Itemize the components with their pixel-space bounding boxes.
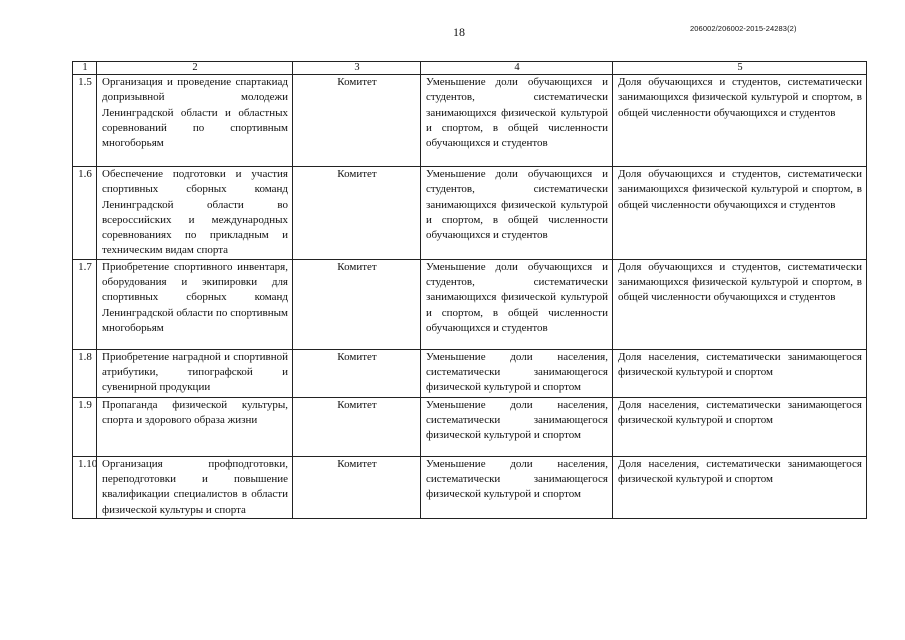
page-number: 18	[453, 25, 465, 39]
table-row	[73, 75, 867, 167]
column-header: 3	[293, 62, 421, 75]
column-header: 1	[73, 62, 97, 75]
row-number: 1.6	[73, 167, 97, 260]
responsible-executor: Комитет	[293, 397, 421, 456]
responsible-executor: Комитет	[293, 167, 421, 260]
responsible-executor: Комитет	[293, 259, 421, 349]
responsible-executor: Комитет	[293, 456, 421, 518]
measure-name: Пропаганда физической культуры, спорта и здорового образа жизни	[97, 397, 293, 456]
indicator-text: Доля населения, систематически занимающегося физической культурой и спортом	[613, 456, 867, 518]
indicator-text: Доля обучающихся и студентов, систематически занимающихся физической культурой и спортом, в общей численности обучающихся и студентов	[613, 167, 867, 260]
row-number: 1.5	[73, 75, 97, 167]
consequence-text: Уменьшение доли населения, систематически занимающегося физической культурой и спортом	[421, 349, 613, 397]
table-row	[73, 456, 867, 518]
column-header: 4	[421, 62, 613, 75]
measures-table	[72, 61, 867, 519]
row-number: 1.7	[73, 259, 97, 349]
measure-name: Приобретение наградной и спортивной атрибутики, типографской и сувенирной продукции	[97, 349, 293, 397]
measure-name: Приобретение спортивного инвентаря, оборудования и экипировки для спортивных сборных команд Ленинградской области по спортивным многоборьям	[97, 259, 293, 349]
indicator-text: Доля обучающихся и студентов, систематически занимающихся физической культурой и спортом, в общей численности обучающихся и студентов	[613, 259, 867, 349]
column-header: 2	[97, 62, 293, 75]
row-number: 1.9	[73, 397, 97, 456]
table-row	[73, 349, 867, 397]
indicator-text: Доля населения, систематически занимающегося физической культурой и спортом	[613, 397, 867, 456]
row-number: 1.8	[73, 349, 97, 397]
responsible-executor: Комитет	[293, 75, 421, 167]
table-row	[73, 397, 867, 456]
document-code: 206002/206002-2015-24283(2)	[690, 24, 797, 33]
consequence-text: Уменьшение доли обучающихся и студентов, систематически занимающихся физической культурой и спортом, в общей численности обучающихся и студентов	[421, 167, 613, 260]
measure-name: Организация и проведение спартакиад допризывной молодежи Ленинградской области и областных соревнований по спортивным многоборьям	[97, 75, 293, 167]
consequence-text: Уменьшение доли населения, систематически занимающегося физической культурой и спортом	[421, 456, 613, 518]
indicator-text: Доля населения, систематически занимающегося физической культурой и спортом	[613, 349, 867, 397]
measure-name: Обеспечение подготовки и участия спортивных сборных команд Ленинградской области во всероссийских и международных соревнованиях по прикладным и техническим видам спорта	[97, 167, 293, 260]
column-header: 5	[613, 62, 867, 75]
responsible-executor: Комитет	[293, 349, 421, 397]
measure-name: Организация профподготовки, переподготовки и повышение квалификации специалистов в области физической культуры и спорта	[97, 456, 293, 518]
table-row	[73, 259, 867, 349]
consequence-text: Уменьшение доли населения, систематически занимающегося физической культурой и спортом	[421, 397, 613, 456]
column-number-row	[73, 62, 867, 75]
consequence-text: Уменьшение доли обучающихся и студентов, систематически занимающихся физической культурой и спортом, в общей численности обучающихся и студентов	[421, 75, 613, 167]
indicator-text: Доля обучающихся и студентов, систематически занимающихся физической культурой и спортом, в общей численности обучающихся и студентов	[613, 75, 867, 167]
consequence-text: Уменьшение доли обучающихся и студентов, систематически занимающихся физической культурой и спортом, в общей численности обучающихся и студентов	[421, 259, 613, 349]
row-number: 1.10	[73, 456, 97, 518]
table-row	[73, 167, 867, 260]
